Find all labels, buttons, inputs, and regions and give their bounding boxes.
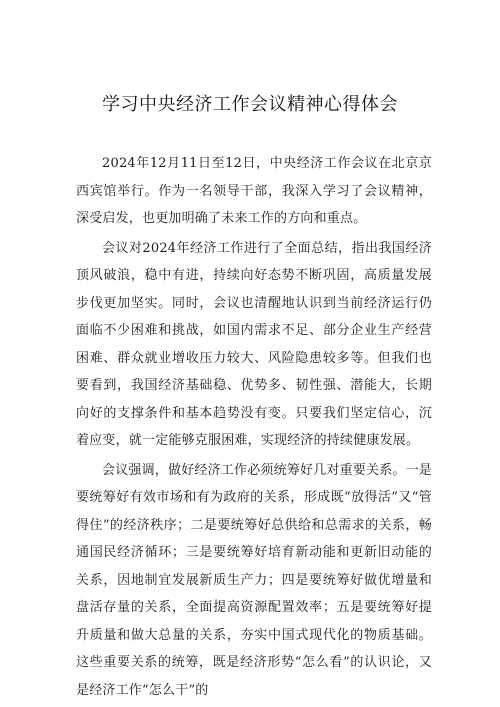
paragraph-3: 会议强调，做好经济工作必须统筹好几对重要关系。一是要统筹好有效市场和有为政府的关系，形成既“放得活”又“管得住”的经济秩序；二是要统筹好总供给和总需求的关系，畅通国民经济循环；三是要统筹好培育新动能和更新旧动能的关系，因地制宜发展新质生产力；四是要统筹好做优增量和盘活存量的关系，全面提高资源配置效率；五是要统筹好提升质量和做大总量的关系，夯实中国式现代化的物质基础。这些重要关系的统筹，既是经济形势“怎么看”的认识论，又是经济工作“怎么干”的 — [76, 462, 433, 698]
document-body — [76, 150, 432, 706]
document-title: 学习中央经济工作会议精神心得体会 — [102, 94, 398, 115]
paragraph-1: 2024年12月11日至12日，中央经济工作会议在北京京西宾馆举行。作为一名领导干部，我深入学习了会议精神，深受启发，也更加明确了未来工作的方向和重点。 — [76, 156, 432, 226]
paragraph-2: 会议对2024年经济工作进行了全面总结，指出我国经济顶风破浪，稳中有进，持续向好态势不断巩固，高质量发展步伐更加坚实。同时，会议也清醒地认识到当前经济运行仍面临不少困难和挑战，如国内需求不足、部分企业生产经营困难、群众就业增收压力较大、风险隐患较多等。但我们也要看到，我国经济基础稳、优势多、韧性强、潜能大，长期向好的支撑条件和基本趋势没有变。只要我们坚定信心，沉着应变，就一定能够克服困难，实现经济的持续健康发展。 — [76, 240, 432, 448]
